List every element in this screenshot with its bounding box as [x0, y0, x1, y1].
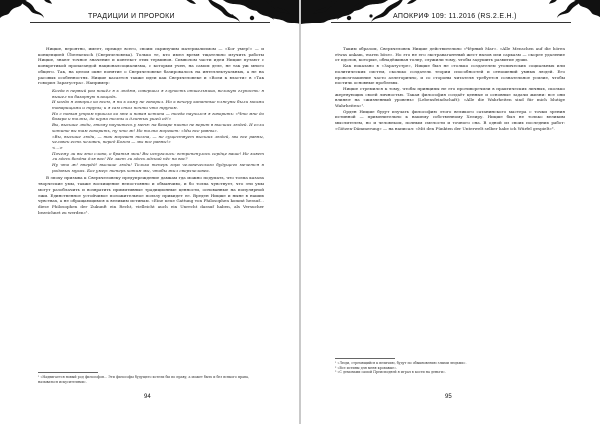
quote-line: «Вы, высшие люди, — так моргает толпа, — не существует высших людей, мы все равны, человек есть человек, перед Богом — мы все равны!»	[52, 133, 264, 145]
paragraph: Ницше стремился к тому, чтобы принципы не его противоречили в практических личных, сколько жертвующих своей личностью. Такая философия создаёт ценные и основные задачи жизни: все они влияют на «жизненный уровень» (Lebensfeindschaft): «Alle die Wahrheiten sind für mich blutige Wahrheiten»¹.	[335, 85, 565, 109]
paragraph: Таким образом, Сверхчеловек Ницше действительно «Чёрный Маг». «Alle Menschen auf die hören etwas ankam, waren böse». Но это не его экстравагантный жест вызов или сарказм — скорее удаление от идолов, которые, обнадёживая толпу, служили тому, чтобы задушить развитие души.	[335, 46, 565, 63]
running-header: АПОКРИФ 109: 11.2016 (RS.2.Е.Н.)	[393, 13, 517, 20]
right-page	[301, 0, 600, 424]
quote-line: Вы, высшие люди, этому научитесь у меня: на базаре никто не верит в высших людей. И если хотите вы там говорить, ну что ж! Но толпа моргает: «Мы все равны».	[52, 122, 264, 133]
quote-line: И когда я говорил ко всем, я ни к кому не говорил. Но к вечеру канатные плясуны были моими товарищами и трупы; и я сам стал почти что трупом.	[52, 99, 264, 111]
quote-line: <...>	[52, 144, 63, 150]
footnote-rule	[335, 358, 395, 359]
footnote: ¹ «Надвигается новый род философов… Эти философы будущего хотели бы по праву, а может быть и без всякого права, называться искусителями».	[38, 375, 249, 384]
paragraph: Орден Ницше будут изучать философию этого великого сатанинского мастера с точки зрения истинной — применительно к нашему собственному Хелиру. Ницше был не только великим мыслителем, но и человеком, полным смелости и точного сна. В одной из своих последних работ: «Götzen-Dämmerung» — на написал: «Mit den Fünkten der Unterwelt selber habe ich Würfel gespielt»².	[335, 108, 565, 131]
page-number: 95	[445, 394, 452, 400]
block-quote	[52, 88, 264, 174]
footnotes	[335, 361, 565, 375]
left-body-text	[38, 46, 264, 215]
paragraph: Ницше, вероятно, имеет, прежде всего, своим скрипучим материализмом — «Бог умер!» — и концепцией Übermensch (Сверхчеловека). Только те, кто имел время тщательно изучить работы Ницше, знают точное значение и контекст этих терминов. Символом части идеи Ницше путают с конкретикой пропагандой националсоциализма, с которым учен, на самом деле, не так уж много общего. Так, на целом окне понятие о Сверхчеловеке базировалось на интеллектуальных, а не на расовых особенностях. Ницше касается также идеи как Сверхчеловеке и «Воли к власти» в «Так говорил Заратустра». Например:	[38, 46, 264, 86]
header-rule	[30, 22, 270, 23]
left-page	[0, 0, 299, 424]
footnote: ¹ «Люди, стремящийся к величию, будут по обыкновению злыми людьми».	[335, 361, 467, 365]
quote-line: Но с новым утром пришла ко мне и новая истина — тогда научился я говорить: «Что мне до базара и толпы, до шума толпы и длинных ушей её!»	[52, 110, 264, 122]
footnote: ² «Все истины для меня кровавые».	[335, 365, 398, 370]
page-number: 94	[144, 394, 151, 400]
footnote: ³ «С демонами самой Преисподней я играл в кости на деньги».	[335, 370, 446, 374]
footnote-rule	[38, 372, 98, 373]
paragraph: В эпоху призыва к Сверхчеловеку предупреждение дамкам гда можно подумать, что толпа казала творческие умы, также восхищение непостоянно и обманчиво, и бо толпа чувствует, что эти умы могут разоблачить и возвратить примитивные традиционные ценности, основанные на популярной лжи. Единственное устойчивое положительное пользу прикидет ее. Вреден Ницше и ныне в наших чувствах, а не обращающимся к великим истинам. «Eine neue Gattung von Philosophen kommt herauf… diese Philosophen der Zukunft ein Recht, vielleicht auch ein Unrecht darauf haben, als Versucher bezeichnet zu werden»¹.	[38, 175, 264, 215]
paragraph: Как показано в «Заратустре», Ницше был не столько создателем утопических социальных или политических систем, сколько создатель теории способностей и отношений умных людей. Его провозглашение часто аллегорично, и со стороны читателя требуется сознательное усилие, чтобы постичь основные проблемы.	[335, 63, 565, 86]
quote-line: Почему ли вы это слово, о братья мои! Вы испугались: встрепенулось сердце ваше! Не зияет ли здесь бездна для вас! Не лает ли здесь адский пёс на вас?	[52, 150, 264, 162]
header-rule	[331, 22, 571, 23]
quote-line: Когда в первый раз пошёл я к людям, совершил я глупость отшельника, великую глупость: я вышел на базарную площадь.	[52, 87, 264, 99]
running-header: ТРАДИЦИИ И ПРОРОКИ	[88, 13, 175, 20]
right-body-text	[335, 46, 565, 132]
quote-line: Ну что ж! вперёд! высшие люди! Только теперь гора человеческого будущего мечется в родовых муках. Бог умер: теперь хотим мы, чтобы жил сверхчеловек.	[52, 162, 264, 173]
